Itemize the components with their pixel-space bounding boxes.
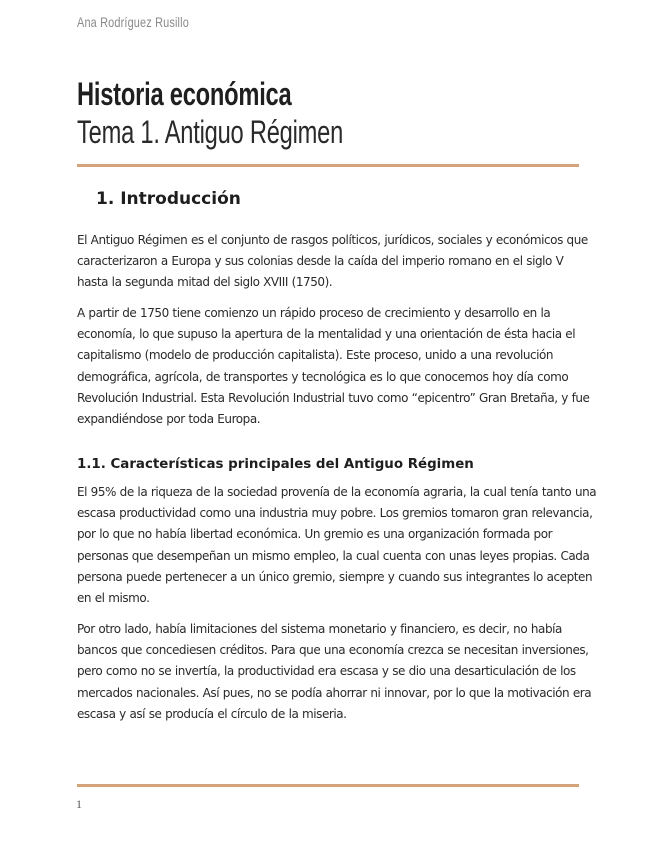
paragraph-line: persona puede pertenecer a un único gremio, siempre y cuando sus integrantes lo acepten xyxy=(77,569,593,584)
document-title: Historia económica xyxy=(77,76,292,112)
paragraph-line: caracterizaron a Europa y sus colonias desde la caída del imperio romano en el siglo V xyxy=(77,254,564,269)
document-subtitle: Tema 1. Antiguo Régimen xyxy=(77,114,344,150)
paragraph-line: expandiéndose por toda Europa. xyxy=(77,412,261,427)
footer-divider xyxy=(77,784,579,787)
section-heading-introduction: 1. Introducción xyxy=(96,189,241,209)
section-heading-characteristics: 1.1. Características principales del Antiguo Régimen xyxy=(77,457,474,472)
paragraph-line: Por otro lado, había limitaciones del sistema monetario y financiero, es decir, no había xyxy=(77,622,562,636)
paragraph xyxy=(77,482,597,609)
paragraph xyxy=(77,619,592,725)
author-header: Ana Rodríguez Rusillo xyxy=(77,14,189,30)
paragraph-line: escasa y así se producía el círculo de la miseria. xyxy=(77,706,347,721)
title-divider xyxy=(77,164,579,167)
paragraph-line: personas que desempeñan un mismo empleo, la cual cuenta con unas leyes propias. Cada xyxy=(77,548,590,563)
paragraph-line: escasa productividad como una industria muy pobre. Los gremios tomaron gran relevancia, xyxy=(77,506,593,521)
paragraph-line: hasta la segunda mitad del siglo XVIII (1750). xyxy=(77,275,333,290)
paragraph-line: pero como no se invertía, la productividad era escasa y se dio una desarticulación de los xyxy=(77,664,576,679)
paragraph-line: mercados nacionales. Así pues, no se podía ahorrar ni innovar, por lo que la motivación era xyxy=(77,685,592,700)
paragraph-line: El 95% de la riqueza de la sociedad provenía de la economía agraria, la cual tenía tanto una xyxy=(77,485,597,499)
paragraph-line: demográfica, agrícola, de transportes y tecnológica es lo que conocemos hoy día como xyxy=(77,369,569,384)
paragraph-line: economía, lo que supuso la apertura de la mentalidad y una orientación de ésta hacia el xyxy=(77,327,576,342)
paragraph-line: Revolución Industrial. Esta Revolución Industrial tuvo como “epicentro” Gran Bretaña, y fue xyxy=(77,390,590,405)
paragraph xyxy=(77,303,590,430)
paragraph-line: capitalismo (modelo de producción capitalista). Este proceso, unido a una revolución xyxy=(77,348,554,363)
paragraph-line: A partir de 1750 tiene comienzo un rápido proceso de crecimiento y desarrollo en la xyxy=(77,306,551,320)
paragraph-line: bancos que concediesen créditos. Para que una economía crezca se necesitan inversiones, xyxy=(77,643,589,658)
paragraph-line: El Antiguo Régimen es el conjunto de rasgos políticos, jurídicos, sociales y económicos que xyxy=(77,233,588,247)
paragraph-line: por lo que no había libertad económica. Un gremio es una organización formada por xyxy=(77,527,553,542)
paragraph-line: en el mismo. xyxy=(77,591,150,606)
paragraph xyxy=(77,230,588,294)
page-number: 1 xyxy=(76,797,82,811)
